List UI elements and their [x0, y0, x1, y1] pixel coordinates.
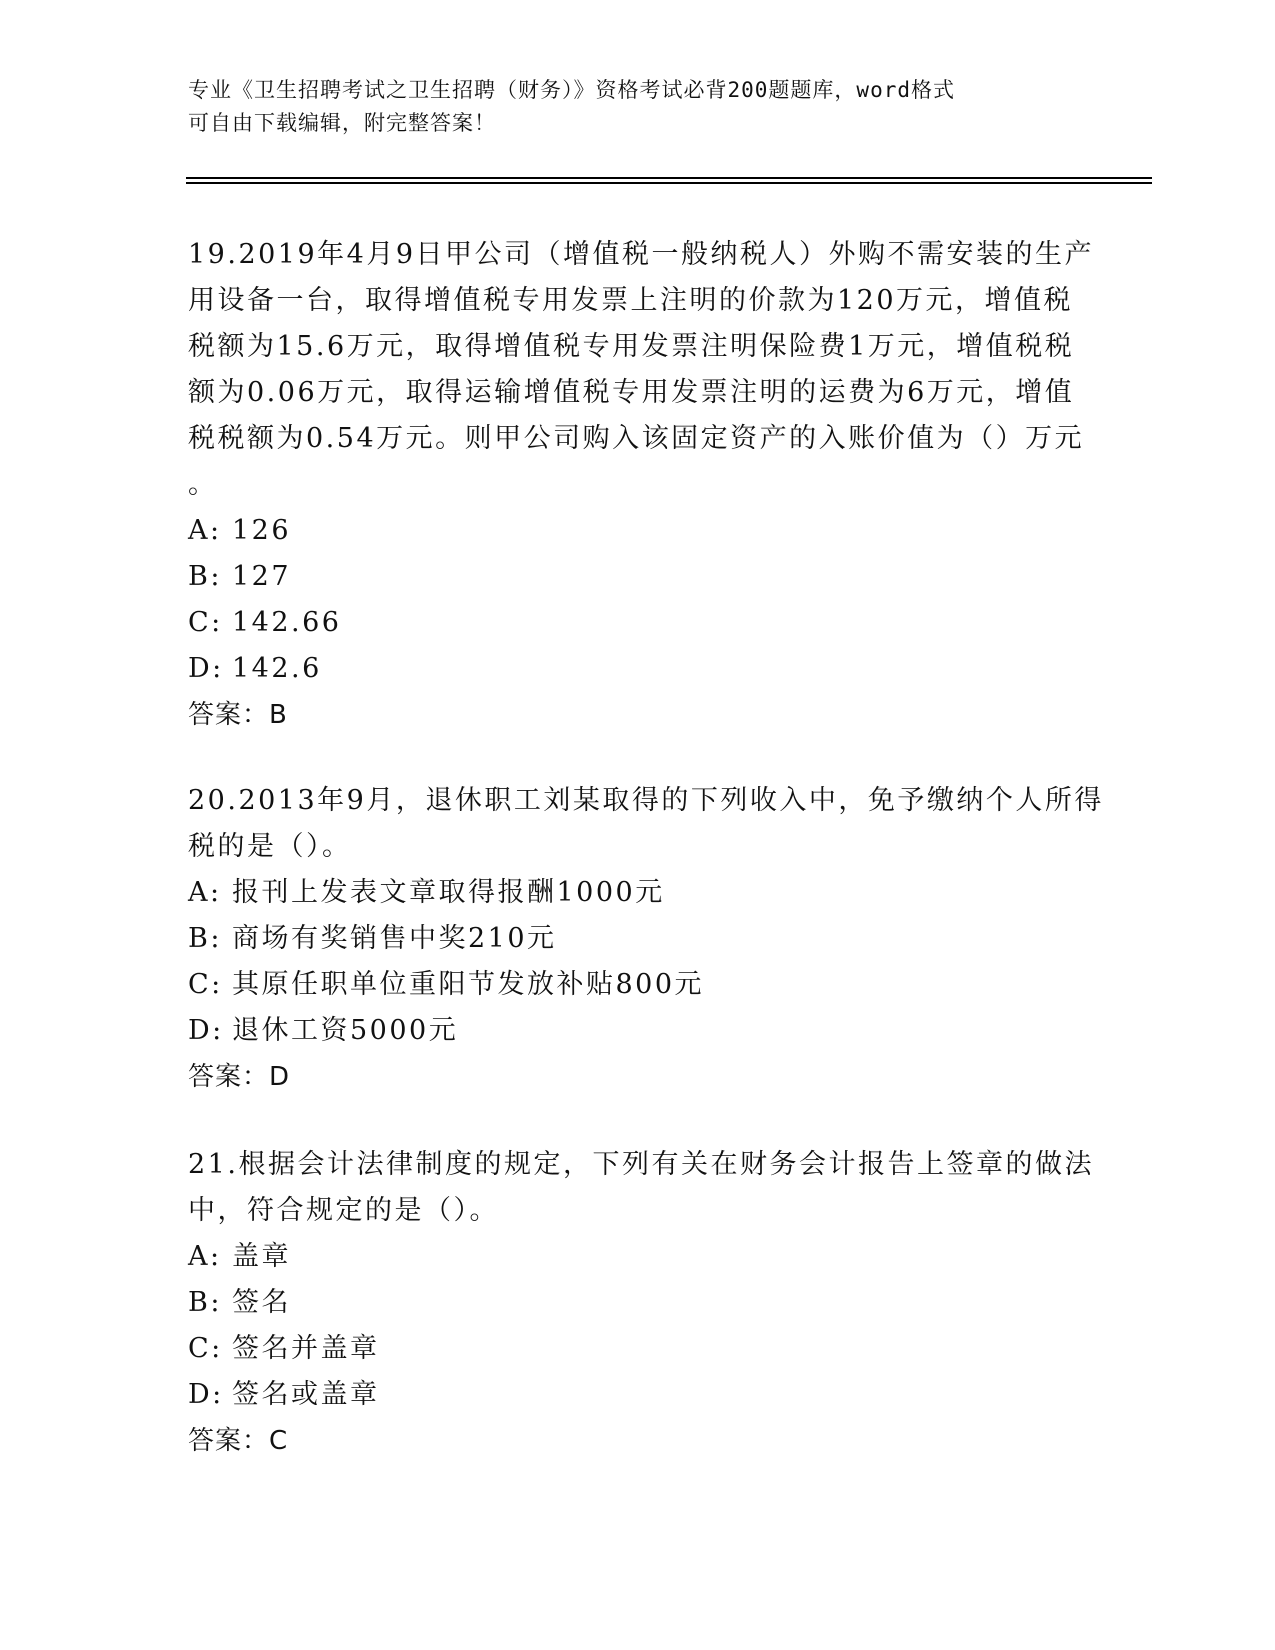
option-letter: B:	[188, 1287, 222, 1318]
option-letter: A:	[188, 515, 222, 546]
option-text: 126	[232, 515, 292, 546]
option-text: 142.6	[232, 653, 322, 684]
question-21	[188, 1142, 1094, 1464]
option-letter: A:	[188, 1241, 222, 1272]
option-letter: C:	[188, 607, 223, 638]
option-c	[188, 600, 1088, 646]
question-stem-line: 20.2013年9月，退休职工刘某取得的下列收入中，免予缴纳个人所得	[188, 785, 1104, 816]
option-b	[188, 554, 1088, 600]
option-letter: A:	[188, 877, 222, 908]
header-divider-top	[186, 177, 1152, 179]
option-text: 盖章	[232, 1241, 291, 1272]
question-stem-line: 中，符合规定的是（）。	[188, 1195, 499, 1226]
question-20	[188, 778, 1104, 1100]
option-a	[188, 1234, 1088, 1280]
header-divider-bottom	[186, 182, 1152, 184]
option-text: 报刊上发表文章取得报酬1000元	[232, 877, 665, 908]
question-stem-line: 税的是（）。	[188, 831, 352, 862]
option-text: 退休工资5000元	[232, 1015, 459, 1046]
option-letter: D:	[188, 1015, 224, 1046]
option-letter: C:	[188, 1333, 223, 1364]
option-letter: D:	[188, 653, 224, 684]
option-c	[188, 962, 1088, 1008]
option-text: 签名	[232, 1287, 291, 1318]
option-text: 127	[232, 561, 292, 592]
option-text: 签名并盖章	[232, 1333, 380, 1364]
option-a	[188, 870, 1088, 916]
option-b	[188, 916, 1088, 962]
question-stem-line: 税额为15.6万元，取得增值税专用发票注明保险费1万元，增值税税	[188, 331, 1075, 362]
question-19	[188, 232, 1095, 738]
option-b	[188, 1280, 1088, 1326]
question-stem-line: 。	[188, 469, 218, 500]
question-stem-line: 19.2019年4月9日甲公司（增值税一般纳税人）外购不需安装的生产	[188, 239, 1095, 270]
header-line-2: 可自由下载编辑，附完整答案！	[188, 111, 496, 135]
answer-key: 答案：B	[188, 700, 288, 730]
option-c	[188, 1326, 1088, 1372]
question-stem-line: 额为0.06万元，取得运输增值税专用发票注明的运费为6万元，增值	[188, 377, 1075, 408]
question-stem-line: 税税额为0.54万元。则甲公司购入该固定资产的入账价值为（）万元	[188, 423, 1085, 454]
option-letter: B:	[188, 923, 222, 954]
option-d	[188, 1008, 1088, 1054]
answer-key: 答案：D	[188, 1062, 291, 1092]
document-header	[188, 74, 1088, 140]
option-text: 商场有奖销售中奖210元	[232, 923, 557, 954]
answer-key: 答案：C	[188, 1426, 289, 1456]
option-text: 其原任职单位重阳节发放补贴800元	[232, 969, 705, 1000]
header-line-1: 专业《卫生招聘考试之卫生招聘（财务）》资格考试必背200题题库，word格式	[188, 78, 955, 102]
option-letter: D:	[188, 1379, 224, 1410]
option-a	[188, 508, 1088, 554]
option-text: 签名或盖章	[232, 1379, 380, 1410]
option-letter: C:	[188, 969, 223, 1000]
question-stem-line: 用设备一台，取得增值税专用发票上注明的价款为120万元，增值税	[188, 285, 1074, 316]
option-d	[188, 1372, 1088, 1418]
option-letter: B:	[188, 561, 222, 592]
question-stem-line: 21.根据会计法律制度的规定，下列有关在财务会计报告上签章的做法	[188, 1149, 1094, 1180]
option-d	[188, 646, 1088, 692]
option-text: 142.66	[232, 607, 342, 638]
